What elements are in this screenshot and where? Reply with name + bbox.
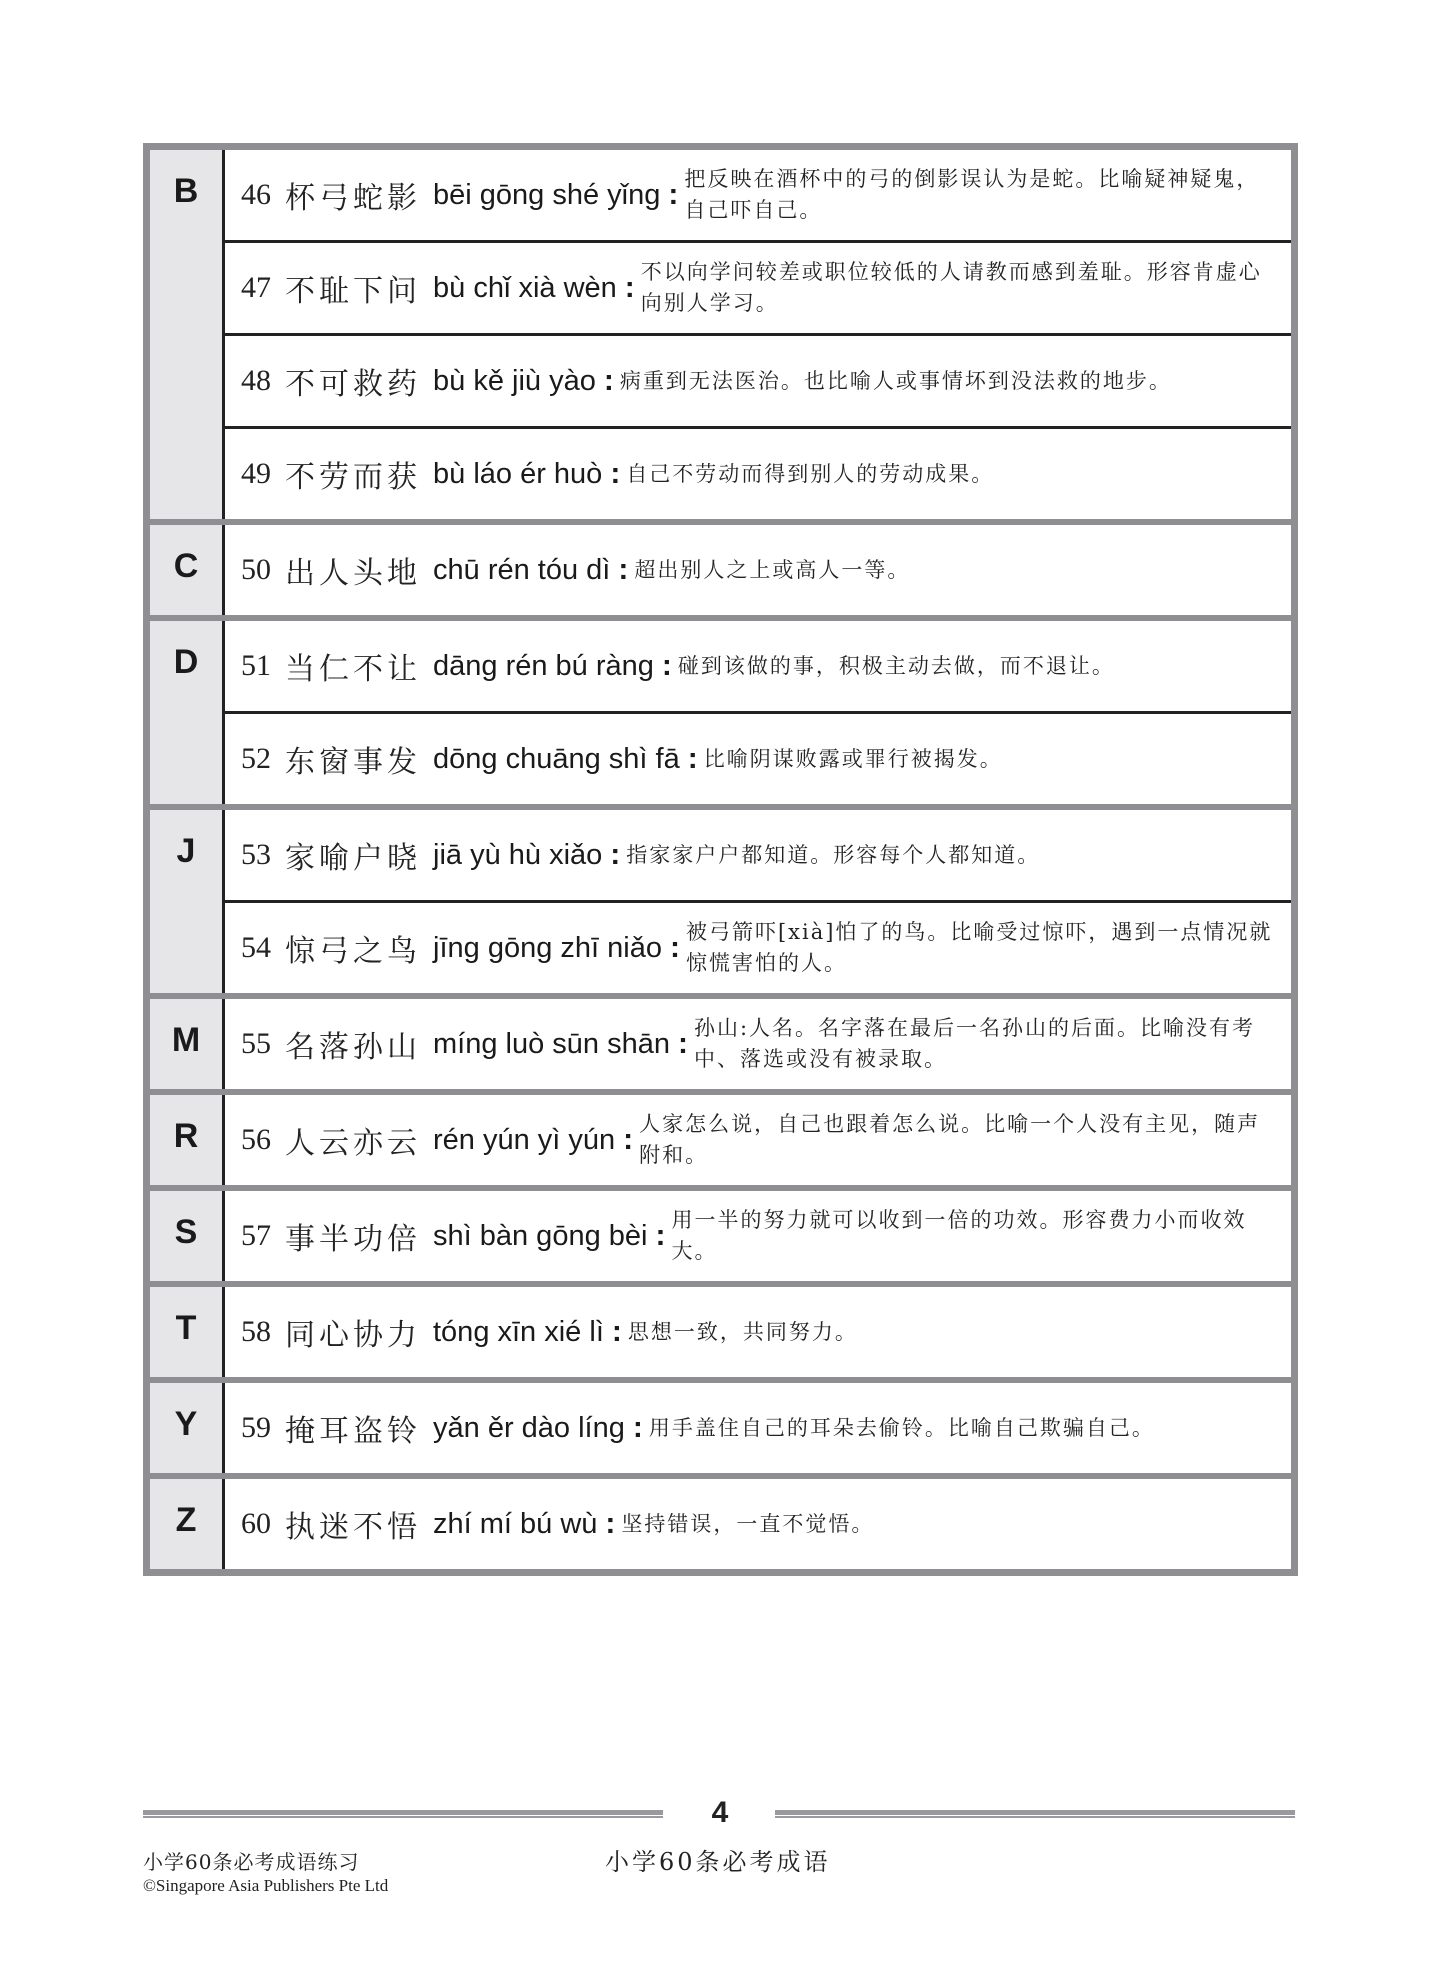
- separator-colon: :: [661, 649, 672, 682]
- idiom-number: 48: [241, 364, 271, 397]
- idiom-definition: 用一半的努力就可以收到一倍的功效。形容费力小而收效大。: [671, 1208, 1247, 1263]
- idiom-table: [143, 143, 1298, 1576]
- idiom-text: 事半功倍: [285, 1222, 421, 1257]
- idiom-text: 惊弓之鸟: [285, 934, 421, 969]
- letter-group: [150, 150, 1291, 519]
- separator-colon: :: [687, 742, 698, 775]
- idiom-text: 不劳而获: [285, 460, 421, 495]
- letter-index: R: [150, 1095, 225, 1185]
- letter-index: S: [150, 1191, 225, 1281]
- separator-colon: :: [610, 838, 621, 871]
- letter-group: [150, 1089, 1291, 1185]
- idiom-row: [225, 1383, 1291, 1473]
- letter-index: B: [150, 150, 225, 519]
- separator-colon: :: [623, 1123, 634, 1156]
- idiom-row: [225, 711, 1291, 804]
- idiom-definition: 孙山:人名。名字落在最后一名孙山的后面。比喻没有考中、落选或没有被录取。: [693, 1016, 1256, 1071]
- letter-index: Z: [150, 1479, 225, 1569]
- letter-index: D: [150, 621, 225, 804]
- idiom-number: 59: [241, 1411, 271, 1444]
- idiom-rows: [225, 1287, 1291, 1377]
- idiom-definition: 思想一致，共同努力。: [627, 1319, 858, 1344]
- idiom-number: 52: [241, 742, 271, 775]
- letter-group: [150, 1185, 1291, 1281]
- separator-colon: :: [669, 931, 680, 964]
- letter-index: C: [150, 525, 225, 615]
- idiom-number: 47: [241, 271, 271, 304]
- idiom-row: [225, 426, 1291, 519]
- letter-index: T: [150, 1287, 225, 1377]
- footer-rule-right: [775, 1810, 1295, 1818]
- idiom-pinyin: míng luò sūn shān: [433, 1027, 670, 1060]
- idiom-pinyin: tóng xīn xié lì: [433, 1315, 604, 1348]
- idiom-definition: 不以向学问较差或职位较低的人请教而感到羞耻。形容肯虚心向别人学习。: [640, 260, 1262, 315]
- idiom-row: [225, 333, 1291, 426]
- letter-index: J: [150, 810, 225, 993]
- idiom-number: 58: [241, 1315, 271, 1348]
- idiom-definition: 比喻阴谋败露或罪行被揭发。: [703, 746, 1003, 771]
- idiom-definition: 超出别人之上或高人一等。: [634, 557, 911, 582]
- idiom-number: 49: [241, 457, 271, 490]
- idiom-row: [225, 525, 1291, 615]
- idiom-rows: [225, 1479, 1291, 1569]
- separator-colon: :: [655, 1219, 666, 1252]
- idiom-pinyin: bù kě jiù yào: [433, 364, 596, 397]
- idiom-text: 执迷不悟: [285, 1510, 421, 1545]
- idiom-row: [225, 810, 1291, 900]
- idiom-pinyin: bù chǐ xià wèn: [433, 271, 617, 304]
- idiom-pinyin: chū rén tóu dì: [433, 553, 611, 586]
- idiom-definition: 用手盖住自己的耳朵去偷铃。比喻自己欺骗自己。: [648, 1415, 1155, 1440]
- section-title: 小学60条必考成语: [605, 1848, 831, 1876]
- idiom-definition: 病重到无法医治。也比喻人或事情坏到没法救的地步。: [619, 368, 1172, 393]
- idiom-definition: 指家家户户都知道。形容每个人都知道。: [626, 842, 1041, 867]
- page-number: 4: [711, 1796, 729, 1829]
- idiom-row: [225, 150, 1291, 240]
- idiom-pinyin: bēi gōng shé yǐng: [433, 178, 661, 211]
- copyright-notice: ©Singapore Asia Publishers Pte Ltd: [143, 1876, 389, 1895]
- idiom-row: [225, 240, 1291, 333]
- idiom-pinyin: rén yún yì yún: [433, 1123, 616, 1156]
- idiom-pinyin: shì bàn gōng bèi: [433, 1219, 648, 1252]
- idiom-definition: 把反映在酒杯中的弓的倒影误认为是蛇。比喻疑神疑鬼，自己吓自己。: [684, 167, 1260, 222]
- idiom-row: [225, 999, 1291, 1089]
- separator-colon: :: [618, 553, 629, 586]
- idiom-text: 同心协力: [285, 1318, 421, 1353]
- separator-colon: :: [610, 457, 621, 490]
- idiom-number: 60: [241, 1507, 271, 1540]
- idiom-rows: [225, 150, 1291, 519]
- idiom-text: 人云亦云: [285, 1126, 421, 1161]
- idiom-pinyin: dāng rén bú ràng: [433, 649, 654, 682]
- idiom-row: [225, 1095, 1291, 1185]
- idiom-text: 不耻下问: [285, 274, 421, 309]
- idiom-definition: 坚持错误，一直不觉悟。: [621, 1511, 875, 1536]
- letter-group: [150, 1377, 1291, 1473]
- separator-colon: :: [677, 1027, 688, 1060]
- idiom-rows: [225, 525, 1291, 615]
- separator-colon: :: [632, 1411, 643, 1444]
- idiom-number: 55: [241, 1027, 271, 1060]
- idiom-text: 掩耳盗铃: [285, 1414, 421, 1449]
- book-title: 小学60条必考成语练习: [143, 1850, 360, 1874]
- separator-colon: :: [668, 178, 679, 211]
- idiom-rows: [225, 1095, 1291, 1185]
- idiom-pinyin: zhí mí bú wù: [433, 1507, 598, 1540]
- idiom-number: 54: [241, 931, 271, 964]
- idiom-row: [225, 621, 1291, 711]
- idiom-rows: [225, 1191, 1291, 1281]
- separator-colon: :: [624, 271, 635, 304]
- idiom-text: 东窗事发: [285, 745, 421, 780]
- idiom-pinyin: jīng gōng zhī niǎo: [433, 931, 662, 964]
- letter-group: [150, 804, 1291, 993]
- letter-group: [150, 1281, 1291, 1377]
- idiom-row: [225, 1479, 1291, 1569]
- separator-colon: :: [611, 1315, 622, 1348]
- idiom-rows: [225, 621, 1291, 804]
- idiom-definition: 人家怎么说，自己也跟着怎么说。比喻一个人没有主见，随声附和。: [639, 1112, 1261, 1167]
- idiom-number: 50: [241, 553, 271, 586]
- idiom-row: [225, 900, 1291, 993]
- idiom-definition: 被弓箭吓[xià]怕了的鸟。比喻受过惊吓，遇到一点情况就惊慌害怕的人。: [685, 920, 1273, 975]
- idiom-row: [225, 1287, 1291, 1377]
- idiom-number: 56: [241, 1123, 271, 1156]
- idiom-text: 当仁不让: [285, 652, 421, 687]
- idiom-definition: 碰到该做的事，积极主动去做，而不退让。: [677, 653, 1115, 678]
- idiom-rows: [225, 1383, 1291, 1473]
- idiom-text: 出人头地: [285, 556, 421, 591]
- separator-colon: :: [603, 364, 614, 397]
- idiom-pinyin: yǎn ěr dào líng: [433, 1411, 625, 1444]
- letter-group: [150, 993, 1291, 1089]
- idiom-number: 53: [241, 838, 271, 871]
- separator-colon: :: [605, 1507, 616, 1540]
- idiom-number: 51: [241, 649, 271, 682]
- idiom-number: 57: [241, 1219, 271, 1252]
- letter-group: [150, 519, 1291, 615]
- idiom-number: 46: [241, 178, 271, 211]
- idiom-rows: [225, 999, 1291, 1089]
- idiom-definition: 自己不劳动而得到别人的劳动成果。: [626, 461, 995, 486]
- idiom-row: [225, 1191, 1291, 1281]
- idiom-text: 杯弓蛇影: [285, 181, 421, 216]
- letter-index: M: [150, 999, 225, 1089]
- idiom-text: 不可救药: [285, 367, 421, 402]
- letter-index: Y: [150, 1383, 225, 1473]
- idiom-text: 名落孙山: [285, 1030, 421, 1065]
- idiom-rows: [225, 810, 1291, 993]
- idiom-text: 家喻户晓: [285, 841, 421, 876]
- idiom-pinyin: bù láo ér huò: [433, 457, 603, 490]
- idiom-pinyin: dōng chuāng shì fā: [433, 742, 680, 775]
- idiom-pinyin: jiā yù hù xiǎo: [433, 838, 603, 871]
- letter-group: [150, 1473, 1291, 1569]
- footer-rule-left: [143, 1810, 663, 1818]
- letter-group: [150, 615, 1291, 804]
